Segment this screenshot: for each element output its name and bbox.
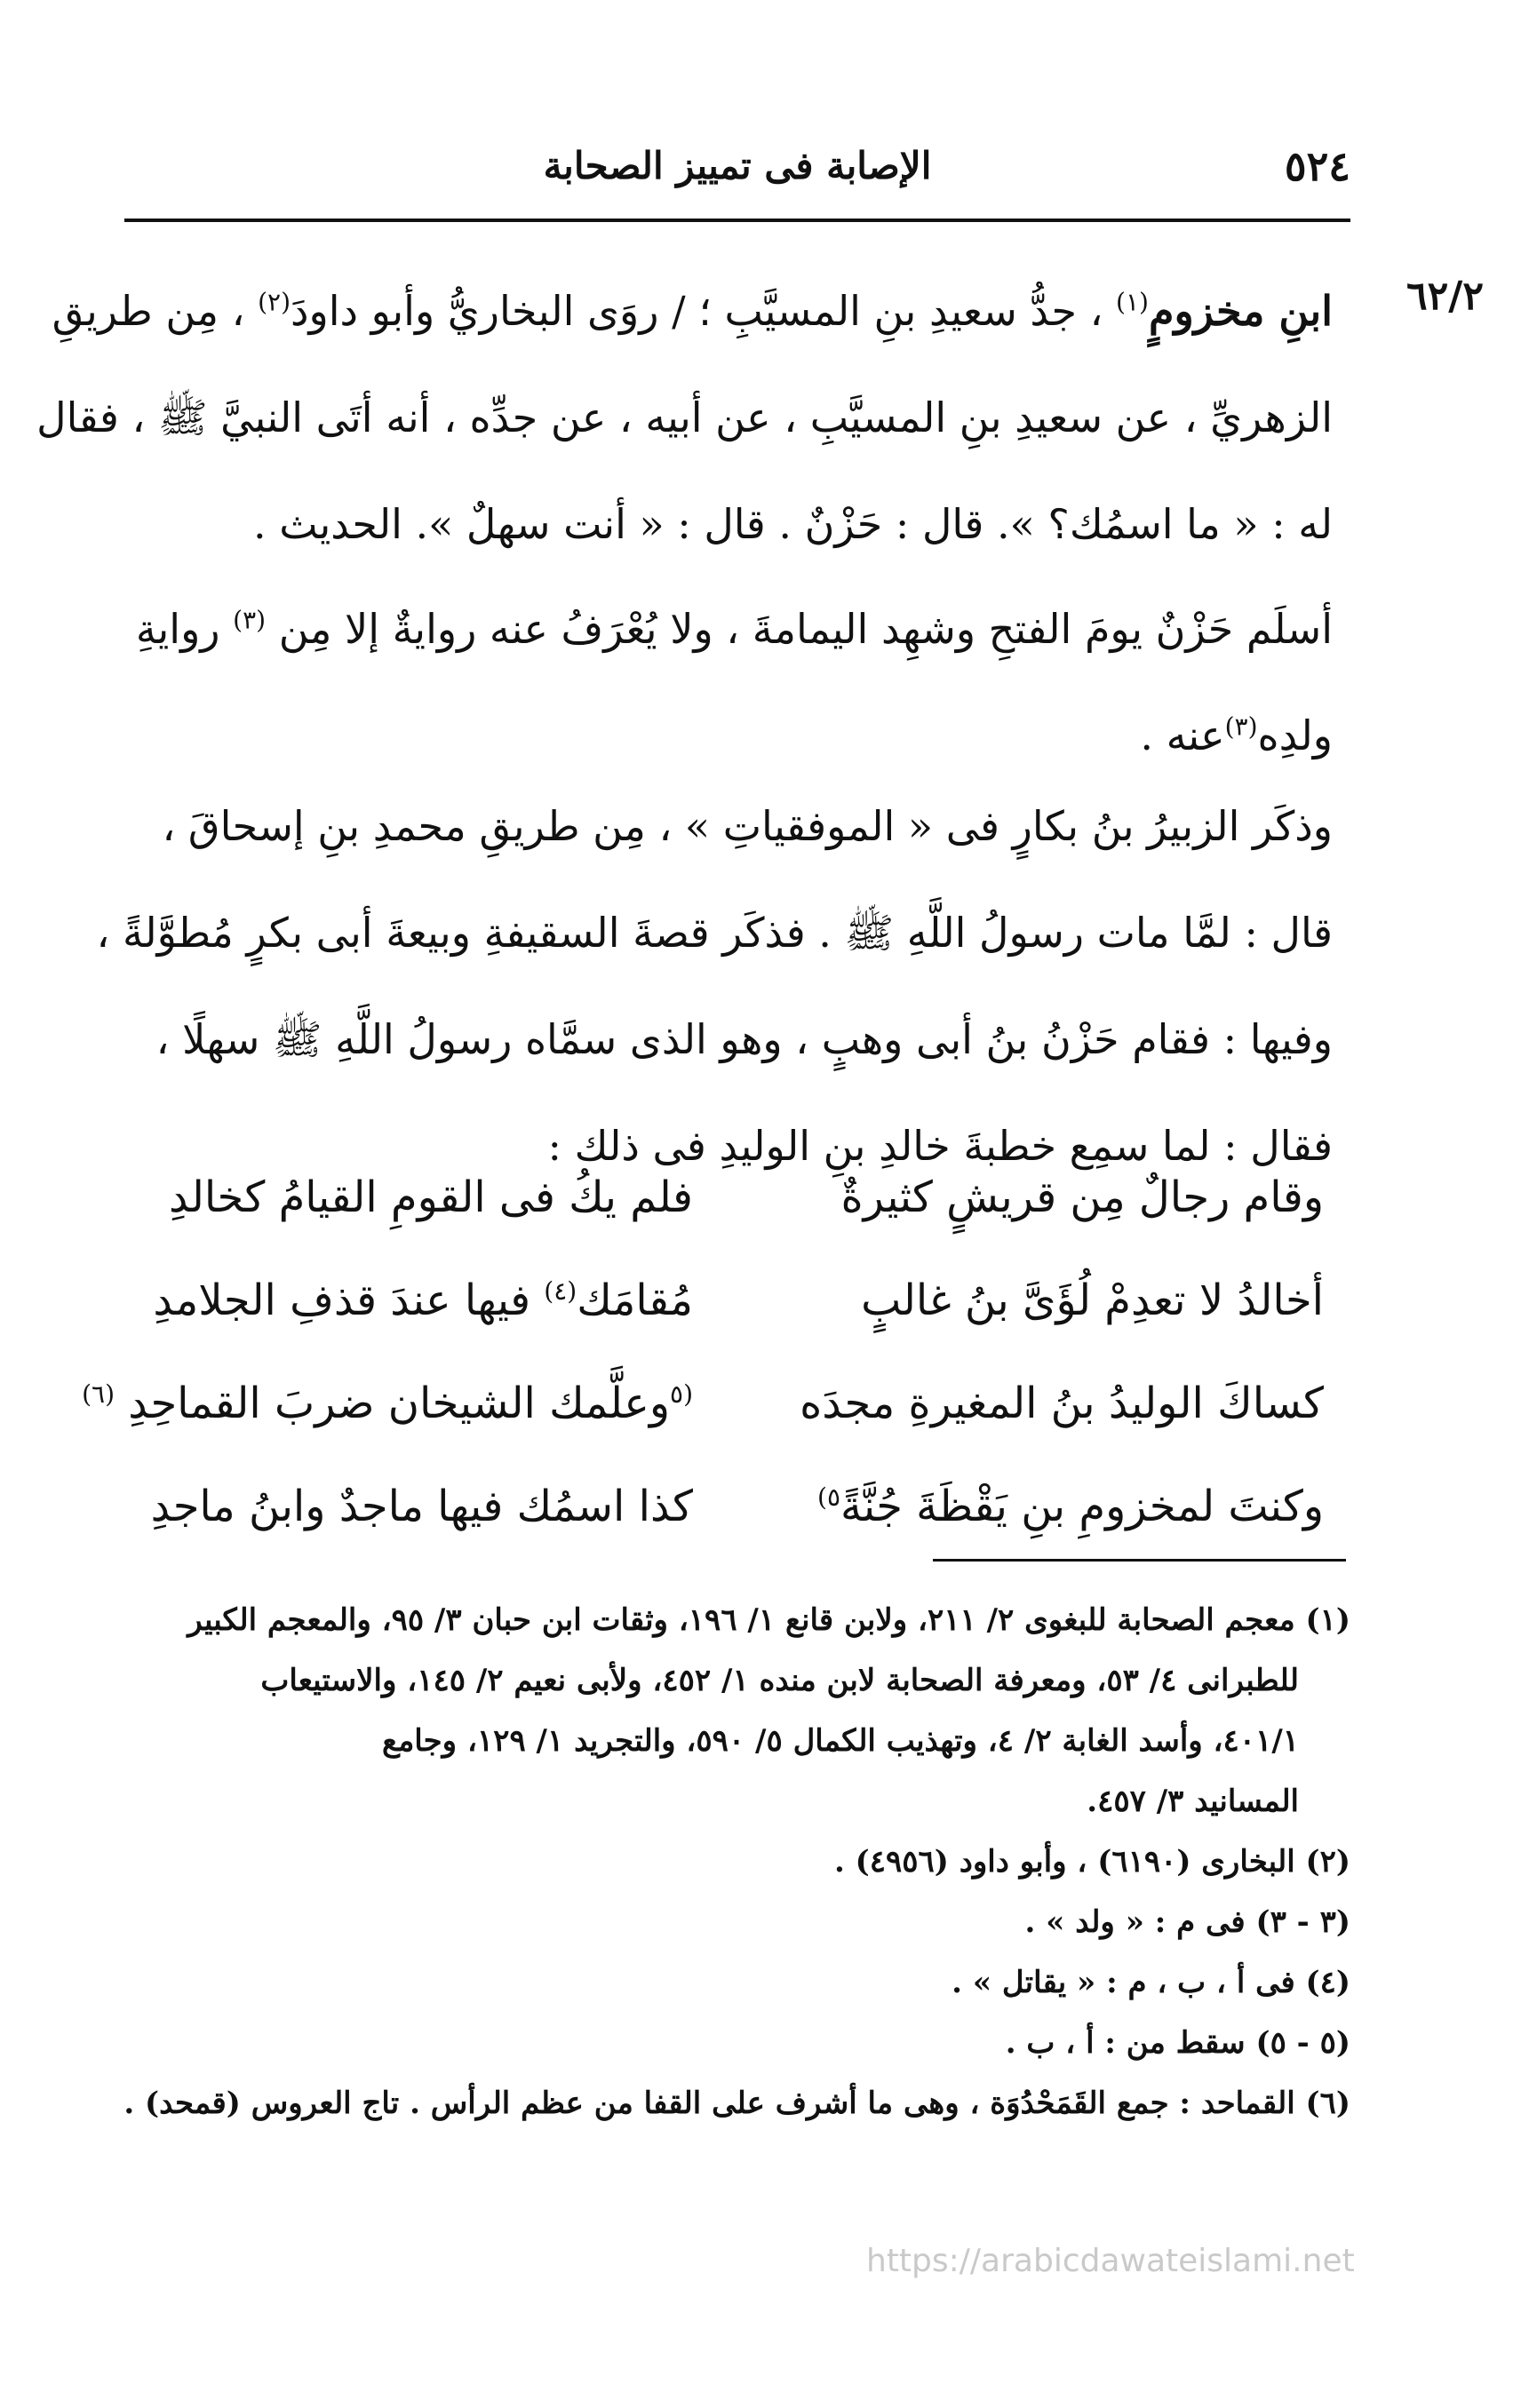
entry-heading: ابنِ مخزومٍ xyxy=(1148,287,1333,335)
footnote-line: ٤٠١/١، وأسد الغابة ٢/ ٤، وتهذيب الكمال ٥/ ٥٩٠، والتجريد ١/ ١٢٩، وجامع xyxy=(382,1723,1299,1759)
entry-line-8: وفيها : فقام حَزْنُ بنُ أبى وهبٍ ، وهو الذى سمَّاه رسولُ اللَّهِ ﷺ سهلًا ، xyxy=(155,1015,1333,1063)
verse-second-hemistich xyxy=(82,1379,693,1428)
entry-text: ، جدُّ سعيدِ بنِ المسيَّبِ ؛ / روَى البخاريُّ وأبو داودَ xyxy=(291,287,1103,335)
entry-line-6: وذكَر الزبيرُ بنُ بكارٍ فى « الموفقياتِ » ، مِن طريقِ محمدِ بنِ إسحاقَ ، xyxy=(162,802,1333,850)
entry-paragraph-3 xyxy=(96,773,1333,1199)
footnote-ref[interactable]: (٦) xyxy=(82,1379,115,1409)
verse-text: وكنتَ لمخزومِ بنِ يَقْظَةَ جُنَّةً xyxy=(840,1482,1324,1531)
entry-number: ٦٢/٢ xyxy=(1406,274,1484,319)
entry-line-3: له : « ما اسمُك؟ ». قال : حَزْنٌ . قال : « أنت سهلٌ ». الحديث . xyxy=(253,500,1333,548)
page-number: ٥٢٤ xyxy=(1284,142,1350,190)
footnote-line: (١) معجم الصحابة للبغوى ٢/ ٢١١، ولابن قانع ١/ ١٩٦، وثقات ابن حبان ٣/ ٩٥، والمعجم الكبير xyxy=(187,1602,1350,1638)
verse-first-hemistich: أخالدُ لا تعدِمْ لُؤَىَّ بنُ غالبٍ xyxy=(861,1276,1324,1325)
entry-paragraph-1 xyxy=(36,258,1333,577)
footnote-line: (٣ - ٣) فى م : « ولد » . xyxy=(1024,1904,1350,1940)
poem-verse xyxy=(142,1249,1324,1352)
entry-line-9: فقال : لما سمِع خطبةَ خالدِ بنِ الوليدِ فى ذلك : xyxy=(547,1122,1333,1170)
verse-text: مُقامَك xyxy=(577,1276,693,1325)
verse-text: فيها عندَ قذفِ الجلامدِ xyxy=(153,1276,531,1325)
verse-first-hemistich xyxy=(773,1482,1324,1531)
watermark-url: https://arabicdawateislami.net xyxy=(866,2243,1355,2279)
page-header xyxy=(124,133,1350,195)
entry-text: ولدِه xyxy=(1257,711,1333,759)
footnote-ref[interactable]: ٥) xyxy=(817,1482,841,1512)
footnote-line: (٥ - ٥) سقط من : أ ، ب . xyxy=(1005,2025,1350,2061)
entry-text: ، مِن طريقِ xyxy=(52,287,245,335)
footnote-rule xyxy=(933,1559,1346,1562)
entry-line-7: قال : لمَّا مات رسولُ اللَّهِ ﷺ . فذكَر قصةَ السقيفةِ وبيعةَ أبى بكرٍ مُطوَّلةً ، xyxy=(96,909,1333,957)
running-title: الإصابة فى تمييز الصحابة xyxy=(543,144,932,187)
footnote-line: (٤) فى أ ، ب ، م : « يقاتل » . xyxy=(952,1965,1350,2000)
verse-first-hemistich: وقام رجالٌ مِن قريشٍ كثيرةٌ xyxy=(840,1172,1324,1222)
entry-line-4 xyxy=(124,576,1333,682)
footnote-ref[interactable]: (٣) xyxy=(233,605,267,635)
footnotes xyxy=(124,1590,1350,2134)
footnote-ref[interactable]: (٤) xyxy=(544,1276,577,1306)
verse-second-hemistich: كذا اسمُك فيها ماجدٌ وابنُ ماجدِ xyxy=(150,1482,693,1531)
footnote-ref[interactable]: (٢) xyxy=(258,287,291,317)
footnote-ref[interactable]: (١) xyxy=(1116,287,1149,317)
entry-text: روايةِ xyxy=(135,605,220,653)
entry-line-2: الزهريِّ ، عن سعيدِ بنِ المسيَّبِ ، عن أبيه ، عن جدِّه ، أنه أتَى النبيَّ ﷺ ، فقال xyxy=(36,393,1333,441)
footnote-line: المسانيد ٣/ ٤٥٧. xyxy=(1087,1784,1299,1819)
verse-first-hemistich: كساكَ الوليدُ بنُ المغيرةِ مجدَه xyxy=(800,1379,1324,1428)
poem-verse xyxy=(142,1455,1324,1558)
footnote-line: (٦) القماحد : جمع القَمَحْدُوَة ، وهى ما أشرف على القفا من عظم الرأس . تاج العروس (قمحد) . xyxy=(123,2086,1350,2121)
header-rule xyxy=(124,219,1350,222)
verse-second-hemistich: فلم يكُ فى القومِ القيامُ كخالدِ xyxy=(169,1172,693,1222)
footnote-ref[interactable]: (٥ xyxy=(670,1379,693,1409)
footnote-line: (٢) البخارى (٦١٩٠) ، وأبو داود (٤٩٥٦) . xyxy=(833,1844,1350,1880)
entry-text: أسلَم حَزْنٌ يومَ الفتحِ وشهِد اليمامةَ ، ولا يُعْرَفُ عنه روايةٌ إلا مِن xyxy=(278,605,1333,653)
verse-text: وعلَّمك الشيخان ضربَ القماحِدِ xyxy=(128,1379,671,1428)
entry-line-1 xyxy=(52,258,1333,364)
verse-second-hemistich xyxy=(142,1276,693,1325)
entry-text: عنه . xyxy=(1140,711,1225,759)
poem-verse xyxy=(142,1146,1324,1249)
poem-verse xyxy=(82,1352,1324,1455)
entry-paragraph-2 xyxy=(124,576,1333,789)
poem xyxy=(82,1146,1324,1558)
footnote-line: للطبرانى ٤/ ٥٣، ومعرفة الصحابة لابن منده ١/ ٤٥٢، ولأبى نعيم ٢/ ١٤٥، والاستيعاب xyxy=(260,1663,1299,1698)
footnote-ref[interactable]: (٣) xyxy=(1224,711,1258,742)
